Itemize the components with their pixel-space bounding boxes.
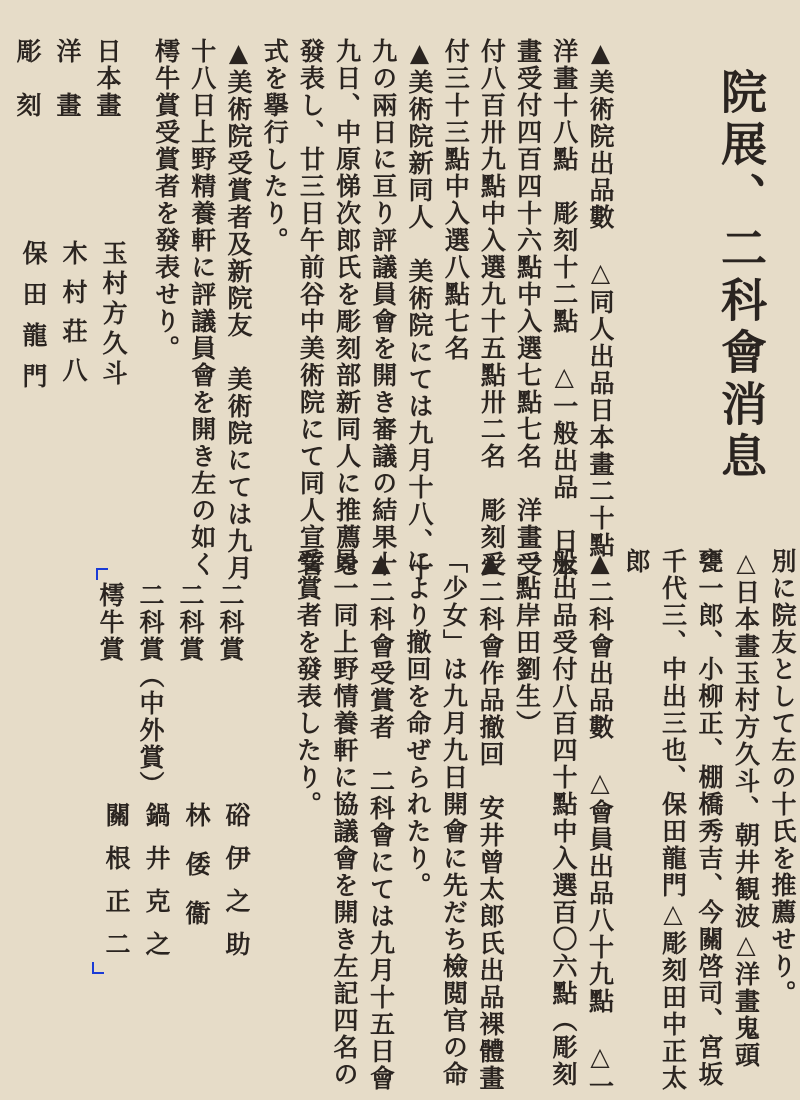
upper-text-line: ▲美術院新同人 美術院にては九月十八、十 [405,38,434,582]
article-title: 院展、二科會消息 [714,68,768,484]
lower-text-line: により撤回を命ぜられたり。 [403,548,432,899]
upper-award-recipient-name: 木村荘八 [59,240,88,396]
upper-award-recipient-name: 玉村方久斗 [99,240,128,390]
upper-text-line: 九日、中原悌次郎氏を彫刻部新同人に推薦を [332,38,362,578]
lower-text-line: 受賞者を發表したり。 [293,548,323,818]
upper-text-line: 樗牛賞受賞者を發表せり。 [151,38,181,362]
lower-text-line: ▲二科會出品數 △會員出品八十九點 △一 [585,548,615,1100]
upper-text-line: 九の兩日に亘り評議員會を開き審議の結果十 [368,38,398,578]
blue-bracket-top [96,568,108,580]
lower-award-recipient-name: 關根正二 [102,802,131,974]
upper-award-category: 洋 畫 [53,38,82,119]
upper-text-line: ▲美術院出品數 △同人出品日本畫二十點 [586,38,615,559]
upper-text-line: 畫受付四百四十六點中入選七點七名 洋畫受 [513,38,543,578]
upper-award-recipient-name: 保田龍門 [19,240,48,404]
lower-text-line: 一點岸田劉生） [512,548,542,737]
upper-text-line: 付八百卅九點中入選九十五點卅二名 彫刻受 [477,38,507,578]
lower-award-recipient-name: 硲伊之助 [222,802,251,974]
lower-award-category: 樗牛賞 [96,582,125,663]
lower-text-line: 員一同上野情養軒に協議會を開き左記四名の [330,548,359,1088]
lower-text-line: 千代三、中出三也、保田龍門△彫刻田中正太 [658,548,688,1092]
lower-award-recipient-name: 鍋井克之 [142,802,171,974]
lower-text-line: △日本畫玉村方久斗、朝井観波△洋畫鬼頭 [731,548,761,1069]
upper-award-category: 日本畫 [93,38,122,119]
upper-text-line: 付三十三點中入選八點七名 [441,38,471,362]
lower-text-line: 郎 [622,548,651,575]
lower-text-line: 「少女」は九月九日開會に先だち檢閲官の命 [439,548,469,1088]
upper-text-line: 式を擧行したり。 [260,38,290,254]
upper-award-category: 彫 刻 [13,38,42,119]
lower-text-line: 別に院友として左の十氏を推薦せり。 [768,548,797,1007]
lower-text-line: 般出品受付八百四十點中入選百〇六點（彫刻 [549,548,578,1088]
lower-text-line: 甕一郎、小柳正、棚橋秀吉、今關啓司、宮坂 [695,548,724,1088]
upper-text-line: 洋畫十八點 彫刻十二點 △一般出品 日本 [549,38,579,582]
upper-text-line: 十八日上野精養軒に評議員會を開き左の如く [187,38,217,578]
lower-award-category: 二科賞 [216,582,245,663]
lower-text-line: ▲二科會作品撤回 安井曾太郎氏出品裸體畫 [476,548,505,1092]
lower-award-category: 二科賞 [176,582,205,663]
lower-award-category: 二科賞（中外賞） [136,582,165,798]
lower-text-line: ▲二科會受賞者 二科會にては九月十五日會 [366,548,396,1092]
upper-text-line: 發表し、廿三日午前谷中美術院にて同人宣誓 [296,38,326,578]
upper-text-line: ▲美術院受賞者及新院友 美術院にては九月 [224,38,253,582]
lower-award-recipient-name: 林倭衞 [182,802,211,949]
blue-bracket-bottom [92,962,104,974]
